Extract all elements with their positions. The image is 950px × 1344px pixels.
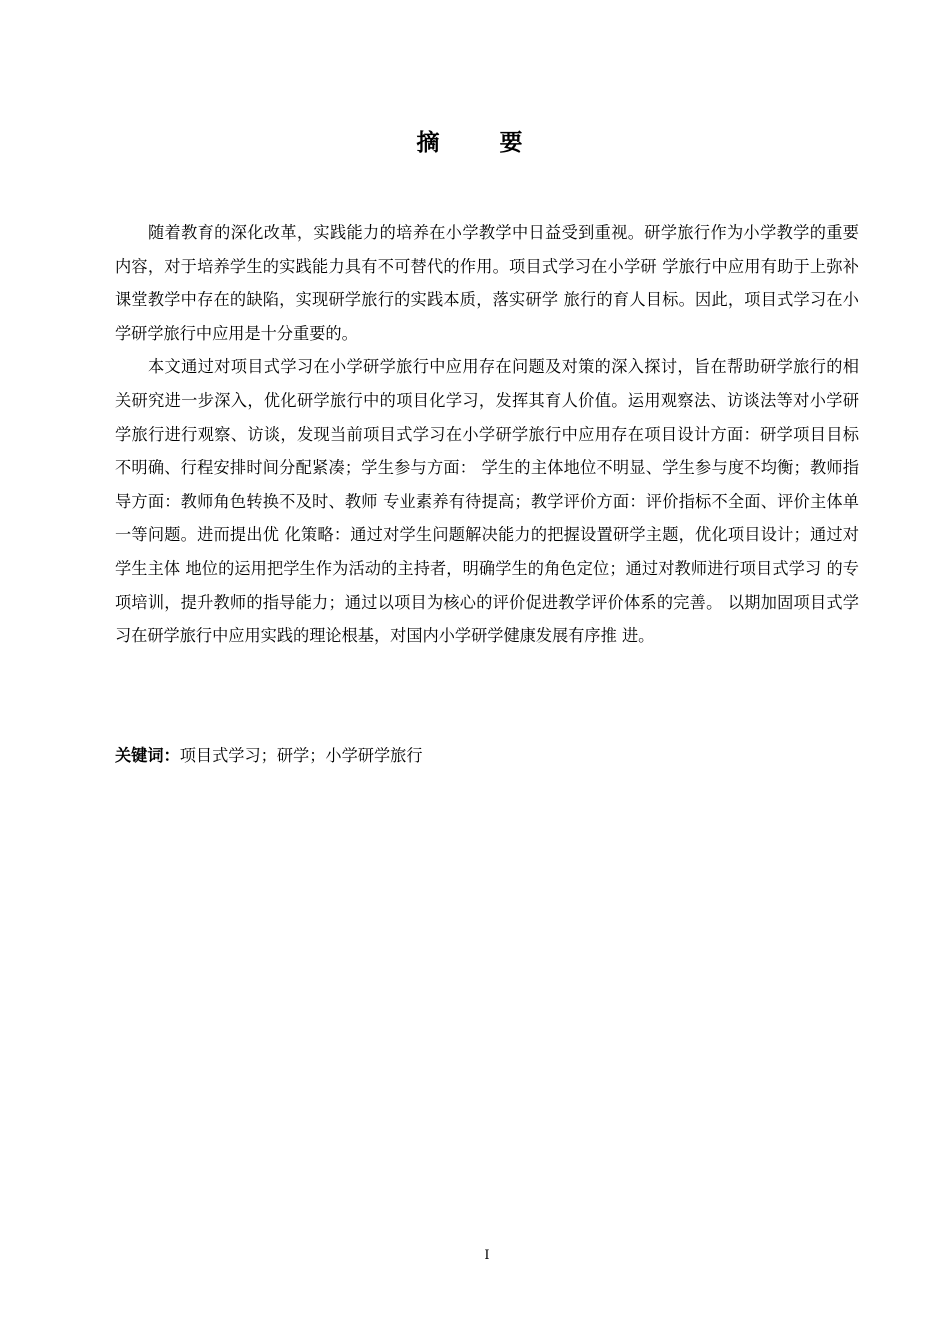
keywords-value: 项目式学习；研学；小学研学旅行 xyxy=(179,746,423,765)
abstract-paragraph-1: 随着教育的深化改革，实践能力的培养在小学教学中日益受到重视。研学旅行作为小学教学的重要内容，对于培养学生的实践能力具有不可替代的作用。项目式学习在小学研 学旅行中应用有助于上弥补课堂教学中存在的缺陷，实现研学旅行的实践本质，落实研学 旅行的育人目标。因此，项目式学习在小学研学旅行中应用是十分重要的。 xyxy=(115,223,859,343)
page-number: I xyxy=(484,1248,490,1263)
keywords-line xyxy=(115,742,423,770)
abstract-title: 摘 要 xyxy=(416,130,549,156)
abstract-paragraph-2: 本文通过对项目式学习在小学研学旅行中应用存在问题及对策的深入探讨，旨在帮助研学旅行的相关研究进一步深入，优化研学旅行中的项目化学习，发挥其育人价值。运用观察法、访谈法等对小学研学旅行进行观察、访谈，发现当前项目式学习在小学研学旅行中应用存在项目设计方面：研学项目目标不明确、行程安排时间分配紧凑；学生参与方面： 学生的主体地位不明显、学生参与度不均衡；教师指导方面：教师角色转换不及时、教师 专业素养有待提高；教学评价方面：评价指标不全面、评价主体单一等问题。进而提出优 化策略：通过对学生问题解决能力的把握设置研学主题，优化项目设计；通过对学生主体 地位的运用把学生作为活动的主持者，明确学生的角色定位；通过对教师进行项目式学习 的专项培训，提升教师的指导能力；通过以项目为核心的评价促进教学评价体系的完善。 以期加固项目式学习在研学旅行中应用实践的理论根基，对国内小学研学健康发展有序推 进。 xyxy=(115,357,859,646)
keywords-label: 关键词： xyxy=(115,746,180,765)
abstract-body xyxy=(115,216,859,653)
